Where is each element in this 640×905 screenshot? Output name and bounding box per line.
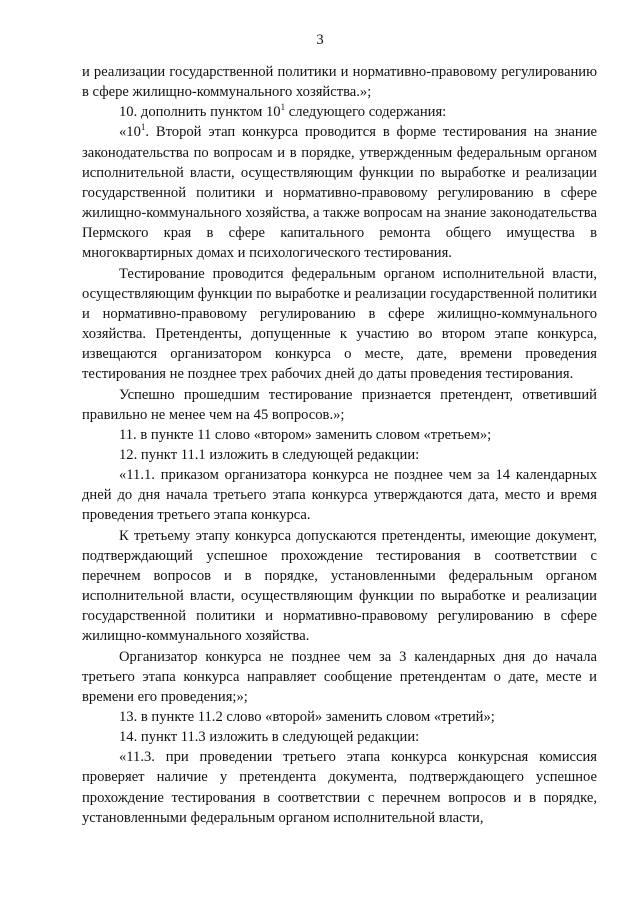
paragraph-continuation: и реализации государственной политики и нормативно-правовому регулированию в сфере жилищно-коммунального хозяйства.»; [82, 64, 597, 101]
paragraph-organizer-notice: Организатор конкурса не позднее чем за 3 календарных дня до начала третьего этапа конкурса направляет сообщение претендентам о дате, месте и времени его проведения;»; [82, 648, 597, 705]
text-run: следующего содержания: [285, 104, 447, 121]
superscript: 1 [280, 102, 286, 113]
paragraph-item-13: 13. в пункте 11.2 слово «второй» заменить словом «третий»; [119, 709, 495, 725]
paragraph-item-11: 11. в пункте 11 слово «втором» заменить словом «третьем»; [119, 426, 492, 443]
paragraph-point-10-1 [82, 122, 597, 263]
paragraph-item-10 [82, 102, 597, 122]
text-run: . Второй этап конкурса проводится в форме тестирования на знание законодательства по вопросам и в порядке, утвержденным федеральным органом исполнительной власти, осуществляющим функции по выработке и реализации государственной политики и нормативно-правовому регулированию в сфере жилищно-коммунального хозяйства, а также вопросам на знание законодательства Пермского края в сфере капитального ремонта общего имущества в многоквартирных домах и психологического тестирования. [82, 124, 597, 262]
text-run: 10. дополнить пунктом 10 [119, 104, 281, 121]
document-body [82, 62, 597, 828]
paragraph-point-11-1: «11.1. приказом организатора конкурса не позднее чем за 14 календарных дней до дня начала третьего этапа конкурса утверждаются дата, место и время проведения третьего этапа конкурса. [82, 467, 597, 524]
page-number: 3 [316, 32, 324, 48]
superscript: 1 [140, 122, 146, 133]
paragraph-item-14: 14. пункт 11.3 изложить в следующей редакции: [119, 729, 420, 746]
paragraph-testing: Тестирование проводится федеральным органом исполнительной власти, осуществляющим функции по выработке и реализации государственной политики и нормативно-правовому регулированию в сфере жилищно-коммунального хозяйства. Претенденты, допущенные к участию во втором этапе конкурса, извещаются организатором конкурса о месте, дате, времени проведения тестирования не позднее трех рабочих дней до даты проведения тестирования. [82, 265, 597, 383]
paragraph-point-11-3: «11.3. при проведении третьего этапа конкурса конкурсная комиссия проверяет наличие у претендента документа, подтверждающего успешное прохождение тестирования в соответствии с перечнем вопросов и в порядке, установленными федеральным органом исполнительной власти, [82, 749, 597, 826]
paragraph-item-12: 12. пункт 11.1 изложить в следующей редакции: [119, 446, 420, 463]
paragraph-third-stage-admission: К третьему этапу конкурса допускаются претенденты, имеющие документ, подтверждающий успешное прохождение тестирования в соответствии с перечнем вопросов и в порядке, установленными федеральным органом исполнительной власти, осуществляющим функции по выработке и реализации государственной политики и нормативно-правовому регулированию в сфере жилищно-коммунального хозяйства. [82, 527, 597, 645]
paragraph-passed: Успешно прошедшим тестирование признается претендент, ответивший правильно не менее чем на 45 вопросов.»; [82, 386, 597, 423]
text-run: «10 [119, 124, 141, 141]
